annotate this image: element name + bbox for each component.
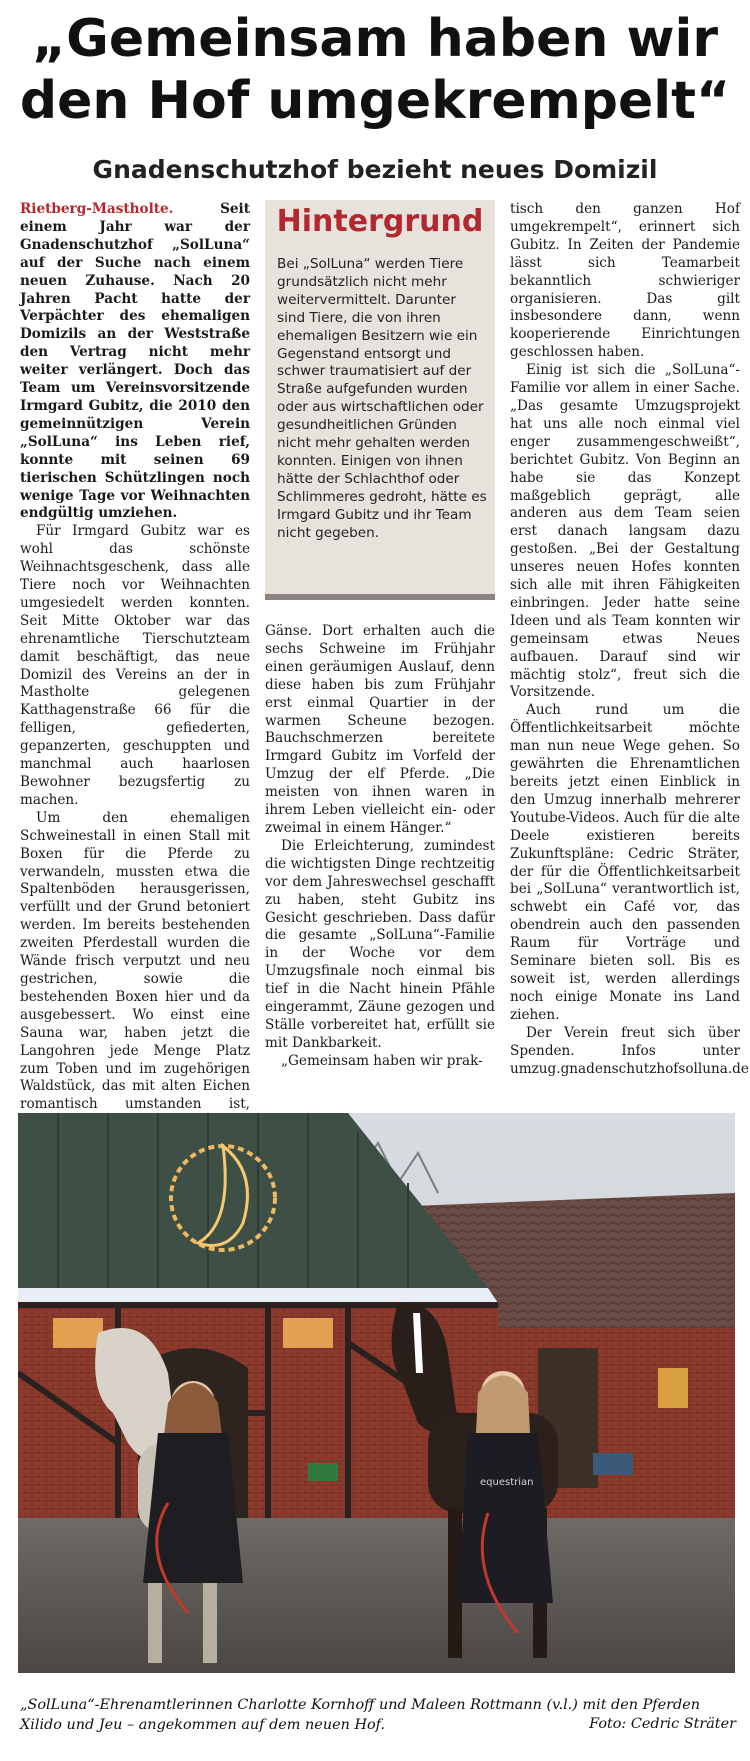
article-paragraph: „Gemeinsam haben wir prak- xyxy=(281,1052,483,1069)
subheadline: Gnadenschutzhof bezieht neues Domizil xyxy=(92,155,658,184)
article-column-1 xyxy=(20,201,250,1132)
photo-credit: Foto: Cedric Sträter xyxy=(589,1716,736,1732)
headline-line-1: „Gemeinsam haben wir xyxy=(32,9,718,69)
article-paragraph: Um den ehemaligen Schweinestall in einen Stall mit Boxen für die Pferde zu verwandeln, mussten etwa die Spaltenböden herausgerissen, verfüllt und der Grund betoniert werden. Im bereits bestehenden zweiten Pferdestall wurden die Wände frisch verputzt und neu gestrichen, sowie die bestehenden Boxen hier und da ausgebessert. Wo einst eine Sauna war, haben jetzt die Langohren jede Menge Platz zum Toben und im zugehörigen Waldstück, das mit alten Eichen romantisch umstanden ist, xyxy=(20,809,250,1113)
article-paragraph: Der Verein freut sich über Spenden. Infos unter umzug.gnadenschutzhofsolluna.de xyxy=(510,1024,749,1077)
farm-photo xyxy=(18,1113,735,1673)
lead-text: Seit einem Jahr war der Gnadenschutzhof „SolLuna“ auf der Suche nach einem neuen Zuhause. Nach 20 Jahren Pacht hatte der Verpächter des ehemaligen Domizils an der Weststraße den Vertrag nicht mehr weiter verlängert. Doch das Team um Vereinsvorsitzende Irmgard Gubitz, die 2010 den gemeinnützigen Verein „SolLuna“ ins Leben rief, konnte mit seinen 69 tierischen Schützlingen noch wenige Tage vor Weihnachten endgültig umziehen. xyxy=(20,201,250,522)
farm-photo-illustration xyxy=(18,1113,735,1673)
sweatshirt-print: equestrian xyxy=(480,1477,534,1488)
article-lead-paragraph xyxy=(20,201,250,523)
background-sidebar xyxy=(265,200,495,594)
headline xyxy=(0,0,750,132)
article-paragraph: Die Erleichterung, zumindest die wichtigsten Dinge rechtzeitig vor dem Jahreswechsel geschafft zu haben, steht Gubitz ins Gesicht geschrieben. Dass dafür die gesamte „SolLuna“-Familie in der Woche vor dem Umzugsfinale noch einmal bis tief in die Nacht hinein Pfähle eingerammt, Zäune gezogen und Ställe vorbereitet hat, erfüllt sie mit Dankbarkeit. xyxy=(265,837,495,1051)
dateline: Rietberg-Mastholte. xyxy=(20,201,174,217)
sidebar-title: Hintergrund xyxy=(276,204,484,239)
article-paragraph: tisch den ganzen Hof umgekrempelt“, erinnert sich Gubitz. In Zeiten der Pandemie lässt sich Teamarbeit bekanntlich schwieriger organisieren. Das gilt insbesondere dann, wenn kooperierende Einrichtungen geschlossen haben. xyxy=(510,201,740,361)
headline-line-2: den Hof umgekrempelt“ xyxy=(19,71,731,131)
article-paragraph: Für Irmgard Gubitz war es wohl das schönste Weihnachtsgeschenk, dass alle Tiere noch vor Weihnachten umgesiedelt werden konnten. Seit Mitte Oktober war das ehrenamtliche Tierschutzteam damit beschäftigt, das neue Domizil des Vereins an der in Mastholte gelegenen Katthagenstraße 66 für die felligen, gefiederten, gepanzerten, geschuppten und manchmal auch haarlosen Bewohner bezugsfertig zu machen. xyxy=(20,523,250,808)
sidebar-bottom-rule xyxy=(265,594,495,600)
article-paragraph: Gänse. Dort erhalten auch die sechs Schweine im Frühjahr einen geräumigen Auslauf, denn diese haben bis zum Frühjahr erst einmal Quartier in der warmen Scheune bezogen. Bauchschmerzen bereitete Irmgard Gubitz im Vorfeld der Umzug der elf Pferde. „Die meisten von ihnen waren in ihrem Leben vielleicht ein- oder zweimal in einem Hänger.“ xyxy=(265,623,495,836)
photo-caption: „SolLuna“-Ehrenamtlerinnen Charlotte Kornhoff und Maleen Rottmann (v.l.) mit den Pferden Xilido und Jeu – angekommen auf dem neuen Hof. xyxy=(20,1697,701,1733)
article-column-2 xyxy=(265,623,495,1071)
article-paragraph: Einig ist sich die „SolLuna“-Familie vor allem in einer Sache. „Das gesamte Umzugsprojekt hat uns alle noch einmal viel enger zusammengeschweißt“, berichtet Gubitz. Von Beginn an habe sie das Konzept maßgeblich geprägt, alle anderen aus dem Team seien erst danach langsam dazu gestoßen. „Bei der Gestaltung unseres neuen Hofes konnten sich alle mit ihren Fähigkeiten einbringen. Jeder hatte seine Ideen und als Team konnten wir gemeinsam etwas Neues aufbauen. Darauf sind wir mächtig stolz“, freut sich die Vorsitzende. xyxy=(510,362,740,701)
article-paragraph: Auch rund um die Öffentlichkeitsarbeit möchte man nun neue Wege gehen. So gewährten die Ehrenamtlichen bereits jetzt einen Einblick in den Umzug innerhalb mehrerer Youtube-Videos. Auch für die alte Deele existieren bereits Zukunftspläne: Cedric Sträter, der für die Öffentlichkeitsarbeit bei „SolLuna“ verantwortlich ist, schwebt ein Café vor, das obendrein auch den passenden Raum für Vorträge und Seminare bieten soll. Bis es soweit ist, werden allerdings noch einige Monate ins Land ziehen. xyxy=(510,702,740,1023)
sidebar-text: Bei „SolLuna“ werden Tiere grundsätzlich nicht mehr weitervermittelt. Darunter sind Tiere, die von ihren ehemaligen Besitzern wie ein Gegenstand entsorgt und schwer traumatisiert auf der Straße aufgefunden wurden oder aus wirtschaftlichen oder gesundheitlichen Gründen nicht mehr gehalten werden konnten. Einigen von ihnen hätte der Schlachthof oder Schlimmeres gedroht, hätte es Irmgard Gubitz und ihr Team nicht gegeben. xyxy=(277,256,487,541)
article-column-3 xyxy=(510,201,749,1078)
